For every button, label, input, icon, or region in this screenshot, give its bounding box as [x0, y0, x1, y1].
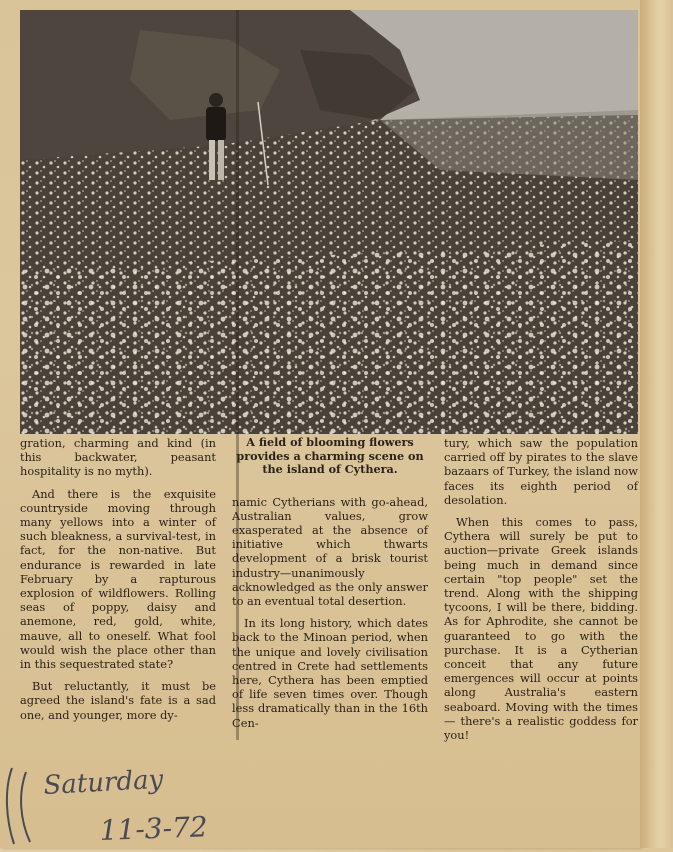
photo-caption: A field of blooming flowers provides a charming scene on the island of Cythera. [236, 435, 424, 476]
pen-stroke [7, 768, 14, 844]
paragraph: And there is the exquisite countryside moving through many yellows into a winter of such bleakness, a survival-test, in fact, for the non-native. But endurance is rewarded in late February by a rapturous explosion of wildflowers. Rolling seas of poppy, daisy and anemone, red, gold, white, mauve, all to oneself. What fool would wish the place other than in this sequestrated state? [20, 486, 216, 672]
handwritten-date-note [0, 760, 320, 848]
article-column-3 [444, 436, 638, 750]
handwritten-day: Saturday [42, 764, 164, 801]
backing-paper-edge [640, 0, 673, 848]
pen-stroke [21, 772, 30, 842]
paragraph: But reluctantly, it must be agreed the island's fate is a sad one, and younger, more dy- [20, 679, 216, 722]
paragraph: In its long history, which dates back to the Minoan period, when the unique and lovely civilisation centred in Crete had settlements here, Cythera has been emptied of life seven times over. Though less dramatically than in the 16th Cen- [232, 616, 428, 730]
photo-scene [20, 10, 638, 434]
flower-field-photo [20, 10, 638, 434]
article-column-1 [20, 436, 216, 730]
paragraph: When this comes to pass, Cythera will surely be put to auction—private Greek islands being much in demand since certain "top people" set the trend. Along with the shipping tycoons, I will be there, bidding. As for Aphrodite, she cannot be guaranteed to go with the purchase. It is a Cytherian conceit that any future emergences will occur at points along Australia's eastern seaboard. Moving with the times — there's a realistic goddess for you! [444, 515, 638, 743]
article-column-2 [232, 436, 428, 738]
paragraph: tury, which saw the population carried off by pirates to the slave bazaars of Turkey, the island now faces its eighth period of desolation. [444, 436, 638, 507]
paragraph: gration, charming and kind (in this backwater, peasant hospitality is no myth). [20, 436, 216, 479]
paragraph: namic Cytherians with go-ahead, Australian values, grow exasperated at the absence of initiative which thwarts development of a brisk tourist industry—unanimously acknowledged as the only answer to an eventual total desertion. [232, 494, 428, 608]
handwritten-date: 11-3-72 [99, 810, 209, 847]
